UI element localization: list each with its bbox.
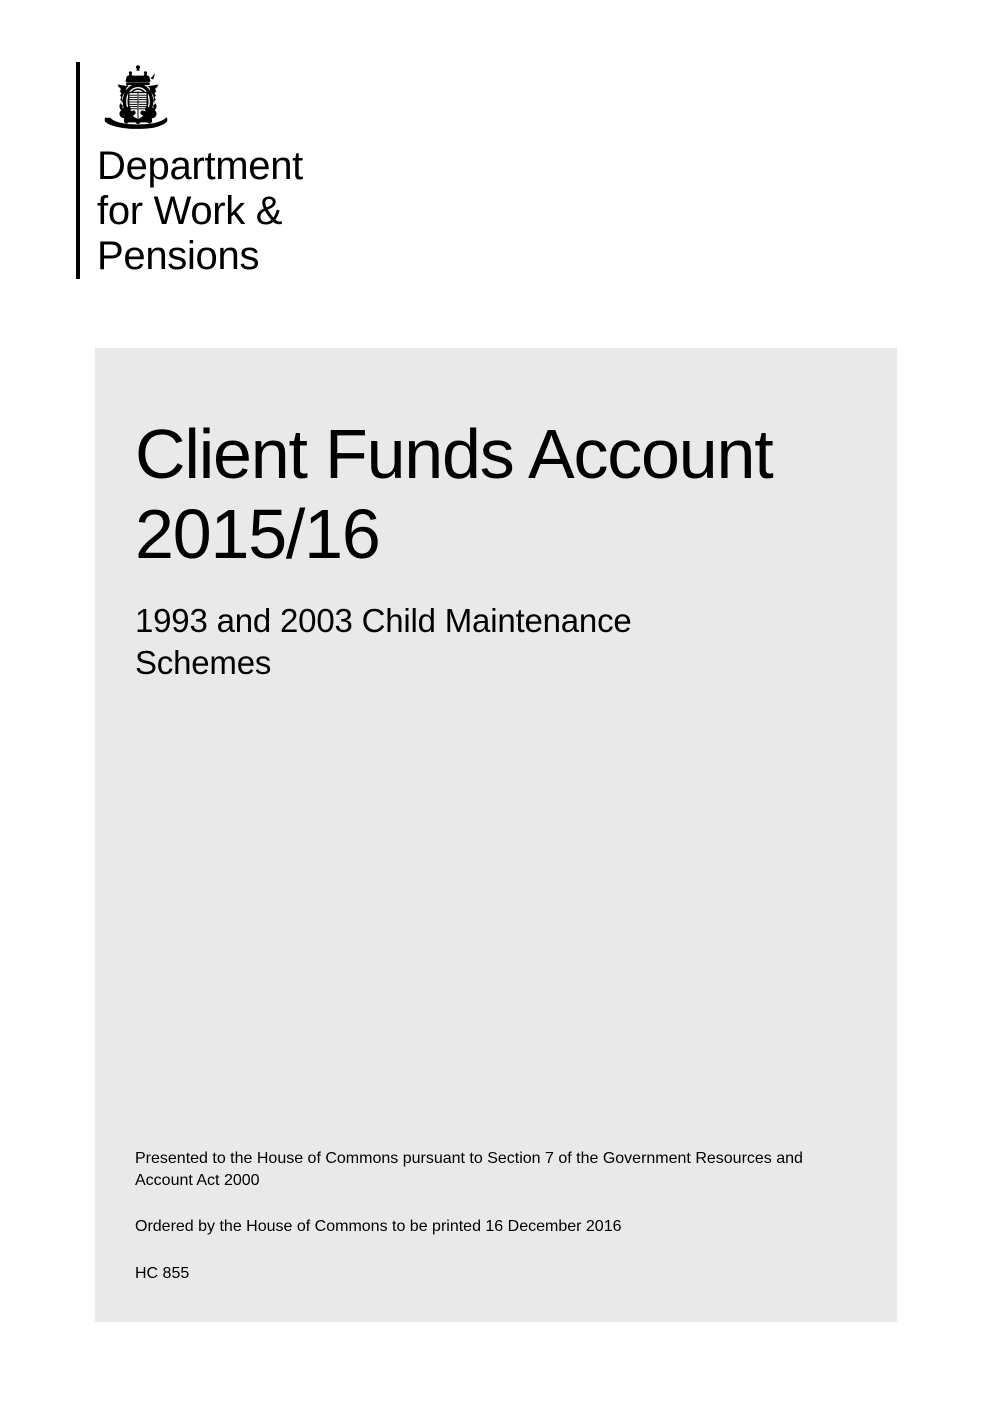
royal-coat-of-arms-icon [97,62,179,136]
title-panel [95,348,897,1322]
imprint-reference: HC 855 [135,1264,190,1282]
page-subtitle: 1993 and 2003 Child Maintenance Schemes [135,602,632,681]
dwp-wordmark [97,144,303,279]
wordmark-line-2: for Work & [97,189,283,233]
title-line-2: 2015/16 [135,495,380,573]
imprint-presented: Presented to the House of Commons pursuant to Section 7 of the Government Resources and Account Act 2000 [135,1150,803,1189]
title-area [135,414,857,684]
wordmark-line-1: Department [97,144,303,188]
page-title [135,414,857,574]
dwp-logo [76,62,303,279]
wordmark-line-3: Pensions [97,234,260,278]
logo-body [80,62,303,279]
title-line-1: Client Funds Account [135,415,773,493]
imprint-block [135,1148,857,1284]
imprint-ordered: Ordered by the House of Commons to be printed 16 December 2016 [135,1218,622,1235]
